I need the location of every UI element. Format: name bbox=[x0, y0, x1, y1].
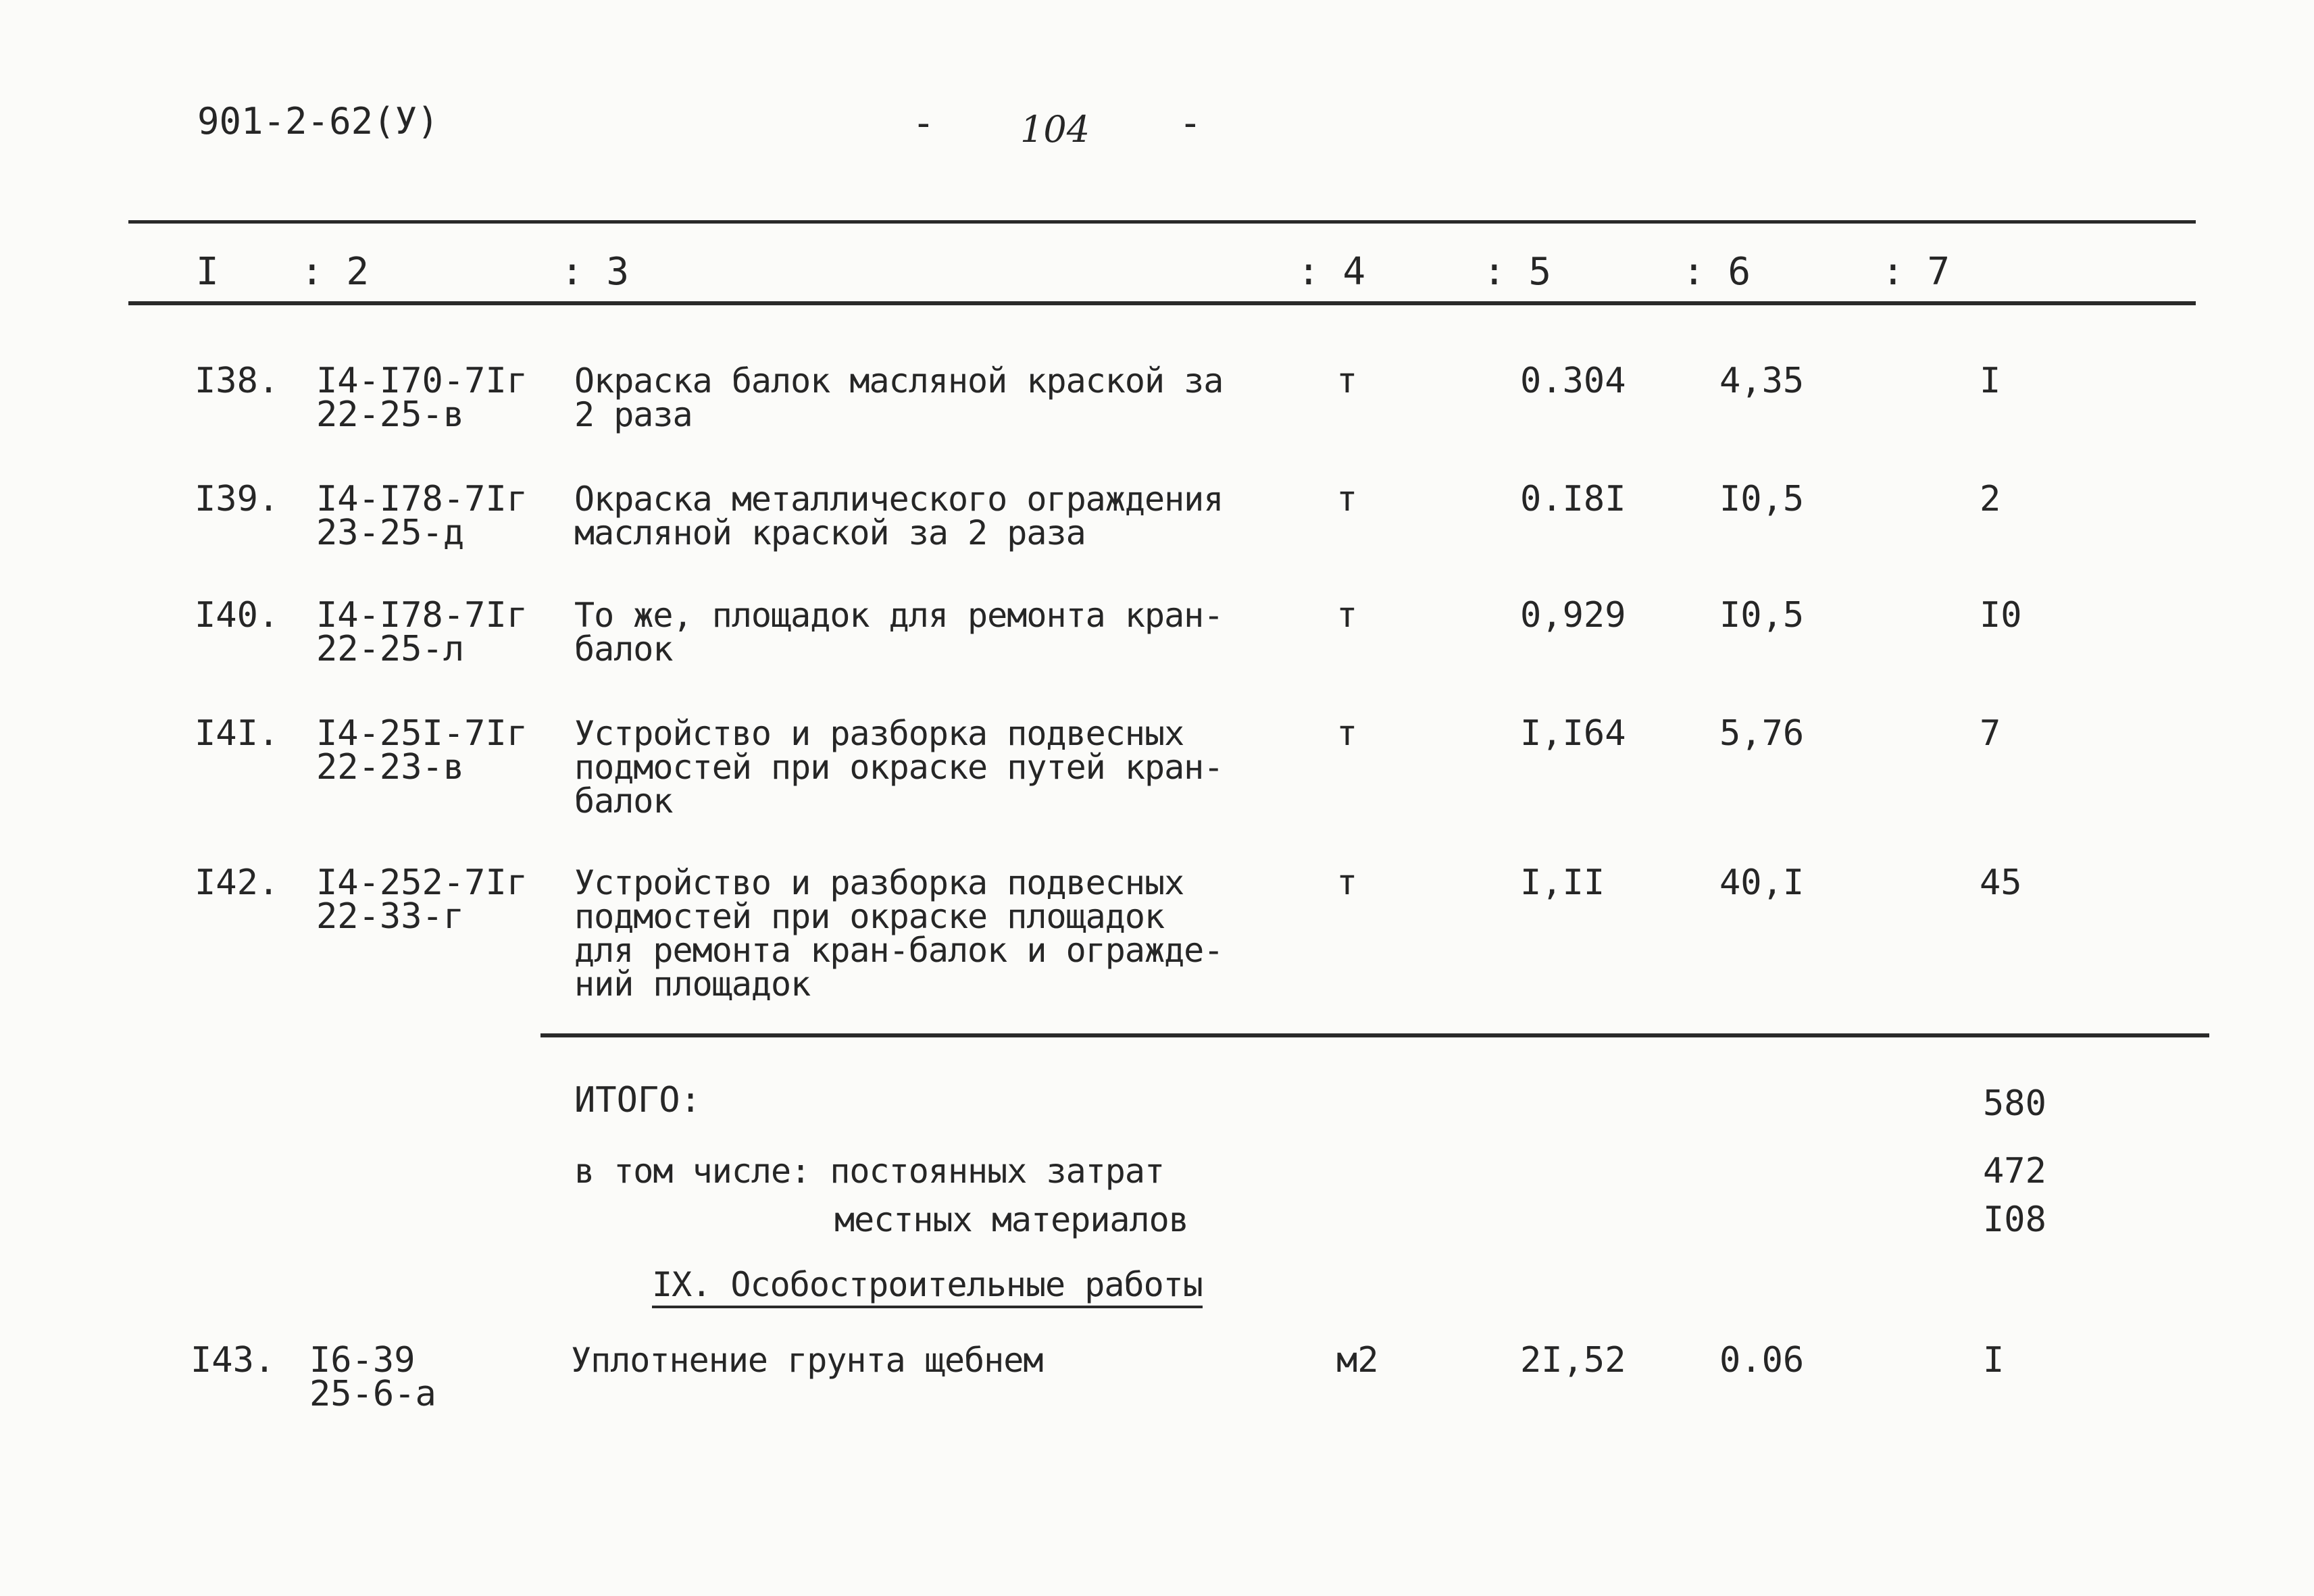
row-code-sub: 22-25-в bbox=[316, 394, 465, 435]
row-number: I38. bbox=[195, 361, 280, 401]
table-top-rule bbox=[128, 220, 2196, 224]
row-quantity: 0.I8I bbox=[1520, 479, 1626, 519]
row-code-sub: 22-25-л bbox=[316, 629, 465, 669]
row-price: 4,35 bbox=[1719, 361, 1805, 401]
row-description-line: подмостей при окраске путей кран- bbox=[574, 748, 1224, 787]
row-description-line: Устройство и разборка подвесных bbox=[574, 714, 1184, 753]
row-unit: т bbox=[1336, 595, 1358, 636]
row-unit: т bbox=[1336, 713, 1358, 754]
column-header-7: : 7 bbox=[1882, 250, 1951, 294]
page-dash-left: - bbox=[912, 101, 935, 145]
row-number: I4I. bbox=[195, 713, 280, 754]
document-code: 901-2-62(У) bbox=[197, 100, 439, 143]
row-description-line: для ремонта кран-балок и огражде- bbox=[574, 931, 1224, 970]
row-price: I0,5 bbox=[1719, 595, 1805, 636]
row-total: I bbox=[1980, 361, 2001, 401]
row-quantity: I,II bbox=[1520, 863, 1605, 903]
local-materials-label: местных материалов bbox=[834, 1200, 1188, 1239]
row-number: I40. bbox=[195, 595, 280, 636]
row-code: I4-I78-7Iг bbox=[316, 479, 528, 519]
row-description-line: подмостей при окраске площадок bbox=[574, 897, 1165, 936]
row-description-line: То же, площадок для ремонта кран- bbox=[574, 596, 1224, 635]
section-heading: IX. Особостроительные работы bbox=[652, 1265, 1203, 1308]
row-total: I bbox=[1983, 1340, 2005, 1381]
header-bottom-rule bbox=[128, 301, 2196, 305]
column-header-4: : 4 bbox=[1297, 250, 1366, 294]
row-unit: т bbox=[1336, 863, 1358, 903]
column-header-5: : 5 bbox=[1483, 250, 1552, 294]
row-description-line: Окраска металлического ограждения bbox=[574, 480, 1224, 519]
row-number: I43. bbox=[191, 1340, 276, 1381]
row-code: I6-39 bbox=[309, 1340, 416, 1381]
row-code-sub: 23-25-д bbox=[316, 513, 465, 553]
row-description-line: балок bbox=[574, 629, 673, 669]
column-header-6: : 6 bbox=[1682, 250, 1751, 294]
row-code-sub: 22-23-в bbox=[316, 747, 465, 788]
column-header-1: I bbox=[196, 250, 219, 294]
row-description-line: Уплотнение грунта щебнем bbox=[571, 1341, 1043, 1380]
local-materials-value: I08 bbox=[1983, 1200, 2046, 1240]
row-total: I0 bbox=[1980, 595, 2022, 636]
row-code: I4-I78-7Iг bbox=[316, 595, 528, 636]
including-label: в том числе: постоянных затрат bbox=[574, 1152, 1165, 1191]
row-total: 45 bbox=[1980, 863, 2022, 903]
totals-rule bbox=[540, 1033, 2209, 1037]
row-price: 40,I bbox=[1719, 863, 1805, 903]
row-price: 0.06 bbox=[1719, 1340, 1805, 1381]
row-code: I4-252-7Iг bbox=[316, 863, 528, 903]
row-number: I39. bbox=[195, 479, 280, 519]
row-number: I42. bbox=[195, 863, 280, 903]
row-code-sub: 22-33-г bbox=[316, 896, 465, 937]
row-quantity: 2I,52 bbox=[1520, 1340, 1626, 1381]
row-unit: т bbox=[1336, 361, 1358, 401]
row-price: I0,5 bbox=[1719, 479, 1805, 519]
row-description-line: Устройство и разборка подвесных bbox=[574, 863, 1184, 902]
row-code: I4-I70-7Iг bbox=[316, 361, 528, 401]
row-total: 7 bbox=[1980, 713, 2001, 754]
row-description-line: 2 раза bbox=[574, 395, 693, 434]
row-code-sub: 25-6-а bbox=[309, 1374, 436, 1414]
row-unit: т bbox=[1336, 479, 1358, 519]
totals-value: 580 bbox=[1983, 1083, 2046, 1124]
row-unit: м2 bbox=[1336, 1340, 1379, 1381]
page-number: 104 bbox=[1020, 108, 1090, 151]
row-description-line: ний площадок bbox=[574, 964, 811, 1004]
row-description-line: Окраска балок масляной краской за bbox=[574, 361, 1224, 401]
row-quantity: 0,929 bbox=[1520, 595, 1626, 636]
row-quantity: I,I64 bbox=[1520, 713, 1626, 754]
row-total: 2 bbox=[1980, 479, 2001, 519]
column-header-2: : 2 bbox=[301, 250, 370, 294]
page-dash-right: - bbox=[1179, 101, 1202, 145]
column-header-3: : 3 bbox=[561, 250, 630, 294]
row-price: 5,76 bbox=[1719, 713, 1805, 754]
totals-label: ИТОГО: bbox=[574, 1080, 701, 1121]
row-description-line: балок bbox=[574, 781, 673, 821]
constant-costs-value: 472 bbox=[1983, 1151, 2046, 1191]
row-code: I4-25I-7Iг bbox=[316, 713, 528, 754]
row-description-line: масляной краской за 2 раза bbox=[574, 513, 1086, 552]
row-quantity: 0.304 bbox=[1520, 361, 1626, 401]
